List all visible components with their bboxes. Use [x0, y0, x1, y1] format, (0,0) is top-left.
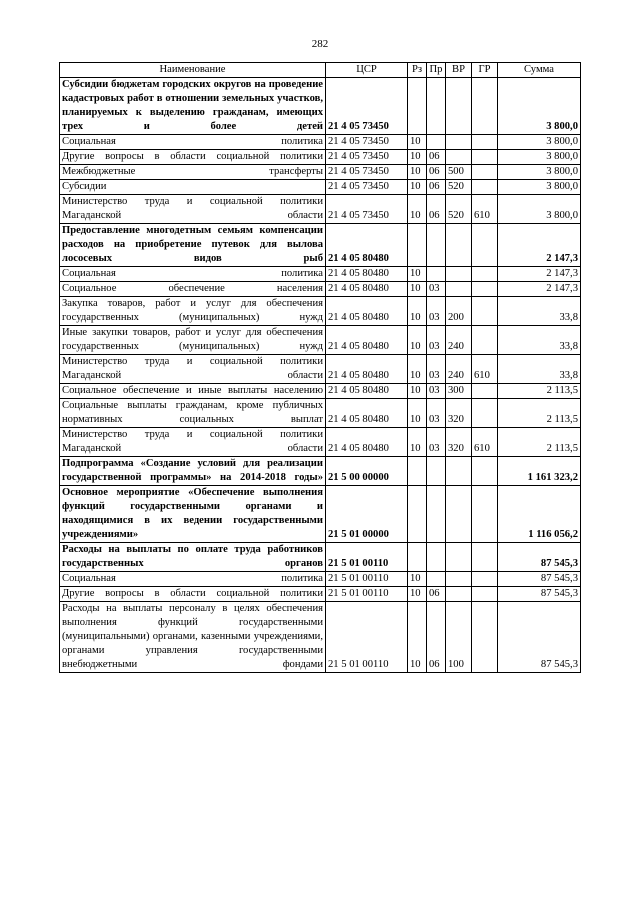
cell-sum: 2 147,3 [498, 267, 581, 282]
cell-gr [472, 180, 498, 195]
cell-gr [472, 326, 498, 355]
cell-rz: 10 [408, 135, 427, 150]
cell-name: Субсидии [60, 180, 326, 195]
table-row [60, 297, 581, 326]
table-row [60, 572, 581, 587]
cell-csr: 21 4 05 80480 [326, 355, 408, 384]
cell-rz: 10 [408, 399, 427, 428]
header-rz: Рз [408, 63, 427, 78]
table-row [60, 267, 581, 282]
cell-name: Расходы на выплаты персоналу в целях обеспечения выполнения функций государственными (муниципальными) органами, казенными учреждениями, органами управления государственными внебюджетными фондами [60, 602, 326, 673]
cell-vr: 100 [446, 602, 472, 673]
cell-csr: 21 4 05 73450 [326, 135, 408, 150]
cell-pr: 06 [427, 587, 446, 602]
cell-csr: 21 4 05 80480 [326, 384, 408, 399]
cell-rz: 10 [408, 428, 427, 457]
cell-vr [446, 78, 472, 135]
cell-name: Социальное обеспечение населения [60, 282, 326, 297]
cell-sum: 1 116 056,2 [498, 486, 581, 543]
page-number: 282 [311, 38, 329, 50]
cell-vr [446, 587, 472, 602]
cell-name: Министерство труда и социальной политики Магаданской области [60, 355, 326, 384]
table-row [60, 224, 581, 267]
table-row [60, 195, 581, 224]
cell-rz: 10 [408, 297, 427, 326]
cell-name: Предоставление многодетным семьям компенсации расходов на приобретение путевок для вылова лососевых видов рыб [60, 224, 326, 267]
cell-csr: 21 4 05 73450 [326, 165, 408, 180]
cell-gr [472, 457, 498, 486]
cell-vr: 520 [446, 195, 472, 224]
table-row [60, 486, 581, 543]
table-row [60, 150, 581, 165]
header-sum: Сумма [498, 63, 581, 78]
table-row [60, 587, 581, 602]
cell-csr: 21 4 05 73450 [326, 195, 408, 224]
cell-gr [472, 587, 498, 602]
cell-csr: 21 5 01 00110 [326, 572, 408, 587]
header-gr: ГР [472, 63, 498, 78]
cell-csr: 21 5 01 00110 [326, 587, 408, 602]
cell-vr [446, 224, 472, 267]
header-pr: Пр [427, 63, 446, 78]
cell-sum: 2 113,5 [498, 399, 581, 428]
cell-name: Иные закупки товаров, работ и услуг для обеспечения государственных (муниципальных) нужд [60, 326, 326, 355]
cell-csr: 21 4 05 80480 [326, 399, 408, 428]
cell-name: Министерство труда и социальной политики Магаданской области [60, 428, 326, 457]
cell-vr: 320 [446, 399, 472, 428]
cell-rz: 10 [408, 282, 427, 297]
budget-table [59, 62, 581, 673]
cell-rz: 10 [408, 180, 427, 195]
cell-name: Социальная политика [60, 135, 326, 150]
cell-vr [446, 457, 472, 486]
cell-sum: 3 800,0 [498, 78, 581, 135]
cell-name: Другие вопросы в области социальной политики [60, 587, 326, 602]
cell-sum: 1 161 323,2 [498, 457, 581, 486]
cell-sum: 2 147,3 [498, 224, 581, 267]
table-row [60, 602, 581, 673]
cell-csr: 21 5 01 00000 [326, 486, 408, 543]
table-row [60, 355, 581, 384]
table-header-row [60, 63, 581, 78]
cell-rz [408, 486, 427, 543]
cell-vr [446, 543, 472, 572]
cell-pr: 06 [427, 180, 446, 195]
cell-pr: 03 [427, 399, 446, 428]
table-row [60, 399, 581, 428]
cell-pr [427, 135, 446, 150]
cell-gr [472, 282, 498, 297]
cell-gr [472, 150, 498, 165]
cell-csr: 21 5 01 00110 [326, 602, 408, 673]
cell-pr: 06 [427, 602, 446, 673]
cell-name: Основное мероприятие «Обеспечение выполнения функций государственными органами и находящимися в их ведении государственными учреждениями» [60, 486, 326, 543]
cell-gr [472, 78, 498, 135]
cell-sum: 87 545,3 [498, 543, 581, 572]
header-csr: ЦСР [326, 63, 408, 78]
cell-sum: 87 545,3 [498, 602, 581, 673]
cell-sum: 33,8 [498, 297, 581, 326]
cell-sum: 3 800,0 [498, 135, 581, 150]
table-row [60, 428, 581, 457]
cell-vr [446, 486, 472, 543]
cell-pr [427, 457, 446, 486]
cell-csr: 21 5 00 00000 [326, 457, 408, 486]
cell-sum: 87 545,3 [498, 572, 581, 587]
cell-name: Субсидии бюджетам городских округов на проведение кадастровых работ в отношении земельных участков, планируемых к выделению гражданам, имеющих трех и более детей [60, 78, 326, 135]
cell-sum: 2 147,3 [498, 282, 581, 297]
cell-csr: 21 4 05 73450 [326, 180, 408, 195]
cell-name: Социальное обеспечение и иные выплаты населению [60, 384, 326, 399]
cell-name: Другие вопросы в области социальной политики [60, 150, 326, 165]
cell-vr: 240 [446, 326, 472, 355]
cell-name: Закупка товаров, работ и услуг для обеспечения государственных (муниципальных) нужд [60, 297, 326, 326]
cell-gr: 610 [472, 195, 498, 224]
cell-vr [446, 282, 472, 297]
cell-rz [408, 543, 427, 572]
cell-pr [427, 543, 446, 572]
header-vr: ВР [446, 63, 472, 78]
table-row [60, 165, 581, 180]
cell-sum: 87 545,3 [498, 587, 581, 602]
table-body [60, 78, 581, 673]
cell-rz: 10 [408, 602, 427, 673]
cell-pr: 03 [427, 355, 446, 384]
cell-rz: 10 [408, 195, 427, 224]
cell-sum: 3 800,0 [498, 195, 581, 224]
cell-csr: 21 4 05 80480 [326, 224, 408, 267]
cell-pr: 03 [427, 384, 446, 399]
cell-gr [472, 224, 498, 267]
table-row [60, 282, 581, 297]
cell-name: Социальная политика [60, 572, 326, 587]
cell-pr [427, 486, 446, 543]
cell-csr: 21 4 05 80480 [326, 282, 408, 297]
cell-vr [446, 135, 472, 150]
cell-vr [446, 150, 472, 165]
cell-sum: 3 800,0 [498, 150, 581, 165]
cell-sum: 2 113,5 [498, 384, 581, 399]
cell-gr [472, 135, 498, 150]
cell-rz: 10 [408, 326, 427, 355]
cell-pr: 03 [427, 428, 446, 457]
cell-csr: 21 4 05 80480 [326, 326, 408, 355]
cell-csr: 21 4 05 73450 [326, 150, 408, 165]
cell-csr: 21 4 05 80480 [326, 267, 408, 282]
cell-pr: 03 [427, 297, 446, 326]
cell-rz: 10 [408, 384, 427, 399]
cell-pr [427, 572, 446, 587]
cell-pr: 06 [427, 150, 446, 165]
cell-vr [446, 267, 472, 282]
table-row [60, 135, 581, 150]
cell-gr [472, 267, 498, 282]
cell-csr: 21 4 05 80480 [326, 297, 408, 326]
cell-sum: 3 800,0 [498, 180, 581, 195]
table-row [60, 543, 581, 572]
cell-name: Министерство труда и социальной политики Магаданской области [60, 195, 326, 224]
cell-vr: 200 [446, 297, 472, 326]
cell-vr: 320 [446, 428, 472, 457]
cell-rz: 10 [408, 355, 427, 384]
cell-gr [472, 165, 498, 180]
cell-gr [472, 572, 498, 587]
cell-pr [427, 267, 446, 282]
header-name: Наименование [60, 63, 326, 78]
table-row [60, 78, 581, 135]
cell-csr: 21 5 01 00110 [326, 543, 408, 572]
cell-name: Социальные выплаты гражданам, кроме публичных нормативных социальных выплат [60, 399, 326, 428]
cell-gr [472, 602, 498, 673]
cell-gr [472, 486, 498, 543]
cell-gr [472, 384, 498, 399]
cell-rz [408, 78, 427, 135]
cell-vr: 240 [446, 355, 472, 384]
cell-rz: 10 [408, 267, 427, 282]
cell-rz: 10 [408, 587, 427, 602]
cell-gr [472, 543, 498, 572]
cell-rz [408, 457, 427, 486]
cell-vr [446, 572, 472, 587]
cell-pr: 06 [427, 165, 446, 180]
cell-pr [427, 78, 446, 135]
cell-pr: 03 [427, 282, 446, 297]
cell-rz [408, 224, 427, 267]
cell-gr [472, 399, 498, 428]
cell-name: Подпрограмма «Создание условий для реализации государственной программы» на 2014-2018 годы» [60, 457, 326, 486]
cell-name: Социальная политика [60, 267, 326, 282]
table-row [60, 457, 581, 486]
cell-name: Расходы на выплаты по оплате труда работников государственных органов [60, 543, 326, 572]
cell-csr: 21 4 05 73450 [326, 78, 408, 135]
cell-rz: 10 [408, 165, 427, 180]
table-row [60, 326, 581, 355]
cell-gr [472, 297, 498, 326]
cell-name: Межбюджетные трансферты [60, 165, 326, 180]
cell-rz: 10 [408, 150, 427, 165]
cell-csr: 21 4 05 80480 [326, 428, 408, 457]
cell-sum: 2 113,5 [498, 428, 581, 457]
cell-pr: 03 [427, 326, 446, 355]
cell-vr: 300 [446, 384, 472, 399]
cell-sum: 33,8 [498, 355, 581, 384]
cell-vr: 500 [446, 165, 472, 180]
cell-pr: 06 [427, 195, 446, 224]
cell-gr: 610 [472, 428, 498, 457]
table-row [60, 180, 581, 195]
table-row [60, 384, 581, 399]
cell-sum: 3 800,0 [498, 165, 581, 180]
cell-gr: 610 [472, 355, 498, 384]
cell-rz: 10 [408, 572, 427, 587]
cell-vr: 520 [446, 180, 472, 195]
cell-sum: 33,8 [498, 326, 581, 355]
cell-pr [427, 224, 446, 267]
